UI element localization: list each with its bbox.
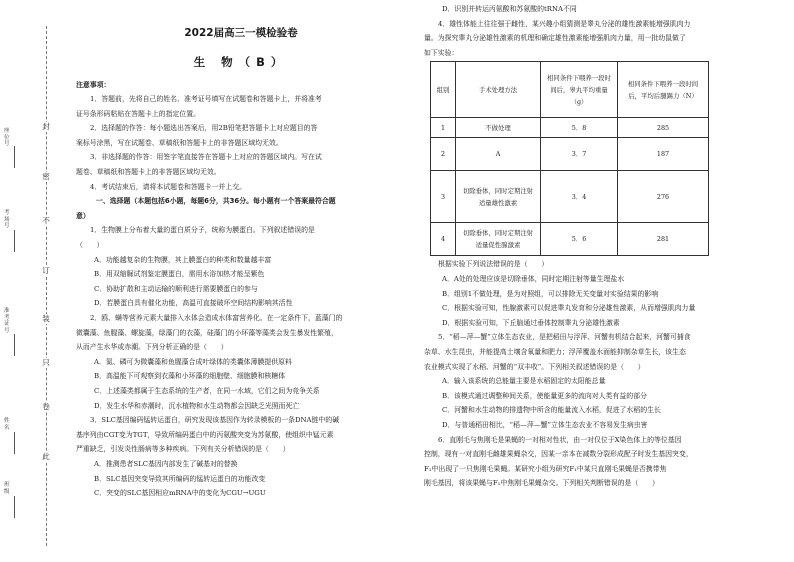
table-cell: 281 [618,223,709,256]
question-2-option-a: A．氮、磷可为微囊藻和鱼腥藻合成叶绿体的类囊体薄膜提供原料 [94,357,292,366]
cut-char: 密 [36,172,56,182]
exam-title: 2022届高三一模检验卷 [184,27,298,39]
question-5-stem: 农业模式实现了水稻、河蟹的“双丰收”。下列相关叙述错误的是（ ） [424,362,645,371]
section-heading: 一、选择题（本题包括6小题，每题6分，共36分。每小题有一个答案最符合题 [96,197,336,206]
question-4-option-a: A．A处的处理应该是切除垂体，同时定期注射等量生理盐水 [442,274,625,283]
question-5-option-b: B．该模式通过调整种间关系，使能量更多的流向对人类有益的部分 [442,391,647,400]
question-5-option-d: D．与普通稻田相比，“稻—萍—蟹”立体生态农业不容易发生病虫害 [442,420,648,429]
notes-line: 证号条形码粘贴在答题卡上的指定位置。 [76,109,201,118]
question-4-option-c: C．根据实验可知，性腺激素可以促进睾丸发育和分泌雄性激素，从而增强肌肉力量 [442,304,696,313]
right-column [424,2,770,491]
table-cell: 3．7 [541,138,618,171]
name-label: 姓名 [4,418,10,431]
table-cell: A [456,138,541,171]
experiment-table [430,61,709,256]
question-2-option-d: D．发生水华和赤潮时，沉水植物和水生动物都会因缺乏光照而死亡 [94,401,300,410]
notes-line: 题卷、草稿纸和答题卡上的非答题区域均无效。 [76,168,221,177]
field-line [14,146,15,168]
question-3-stem: 严重缺乏，引发炎性肠病等多种疾病。下列有关分析错误的是（ ） [76,445,290,454]
question-3-option-c: C．突变的SLC基因相应mRNA中的变化为CGU→UGU [94,489,266,498]
table-cell: 187 [618,138,709,171]
cut-char: 装 [36,314,56,324]
table-row [431,118,709,138]
table-cell: 切除垂体，同时定期注射适量促性腺激素 [456,223,541,256]
table-cell: 切除垂体，同时定期注射适量雄性激素 [456,171,541,223]
question-3-option-d: D．识别并转运丙氨酸和苏氨酸的tRNA不同 [442,5,577,13]
notes-line: 3．非选择题的作答：用签字笔直接答在答题卡上对应的答题区域内。写在试 [90,153,322,162]
notes-line: 1．答题前，先将自己的姓名、准考证号填写在试题卷和答题卡上，并将准考 [90,95,322,104]
cut-char: 此 [36,452,56,462]
table-cell: 2 [431,138,456,171]
table-header-method: 手术处理方法 [456,62,541,118]
binding-margin [0,0,62,562]
table-header-weight: 相同条件下喂养一段时间后，睾丸平均重量（g） [541,62,618,118]
question-6-stem: F₁中出现了一只焦刚毛果蝇。某研究小组为研究F₁中某只直刚毛果蝇是否携带焦 [424,464,667,473]
question-2-stem: 微囊藻、鱼腥藻、螺旋藻，绿藻门的衣藻，硅藻门的小环藻等藻类会发生暴发性繁殖， [76,328,338,337]
exam-subtitle: 生 物（B） [193,54,289,69]
section-heading-cont: 意） [76,211,90,220]
table-cell: 1 [431,118,456,138]
notes-line: 2．选择题的作答：每小题选出答案后，用2B铅笔把答题卡上对应题目的答 [90,124,318,133]
table-cell: 276 [618,171,709,223]
question-3-option-b: B．SLC基因突变导致其所编码的锰转运蛋白的功能改变 [94,474,266,483]
table-cell: 4 [431,223,456,256]
table-cell: 3．4 [541,171,618,223]
question-4-stem: 4．雄性体能上往往强于雌性，某兴趣小组猜测是睾丸分泌的雄性激素能增强肌肉力 [438,19,691,28]
table-header-group: 组别 [431,62,456,118]
question-2-option-b: B．高温能下可观察到衣藻和小环藻的细胞壁、细胞膜和核糖体 [94,372,286,381]
table-cell: 5．6 [541,223,618,256]
notes-line: 4．考试结束后，请将本试题卷和答题卡一并上交。 [90,182,246,191]
table-cell: 不做处理 [456,118,541,138]
notes-heading: 注意事项： [76,80,111,89]
admission-number-label: 准考证号 [4,308,10,334]
cut-char: 订 [36,266,56,276]
question-1-option-c: C．协助扩散和主动运输的顺利进行需要膜蛋白的参与 [94,284,258,293]
question-4-option-b: B．组别1不做处理，是为对照组，可以排除无关变量对实验结果的影响 [442,289,659,298]
question-5-stem: 杂草、水生昆虫，并能提高土壤含氧量和肥力；浮萍覆盖水面能抑制杂草生长，该生态 [424,347,686,356]
left-column [76,0,406,501]
question-1-option-a: A．功能越复杂的生物膜，其上膜蛋白的种类和数量越丰富 [94,255,272,264]
exam-room-label: 考场号 [4,210,10,229]
class-label: 班级 [4,482,10,495]
question-5-option-c: C．河蟹和水生动物的排遗物中所含的能量流入水稻，促进了水稻的生长 [442,406,661,415]
question-2-stem: 从而产生水华或赤潮。下列分析正确的是（ ） [76,343,228,352]
question-2-option-c: C．上述藻类都属于生态系统的生产者，在同一水域，它们之间为竞争关系 [94,386,320,395]
table-row [431,171,709,223]
table-cell: 3 [431,171,456,223]
table-cell: 285 [618,118,709,138]
cut-char: 封 [36,122,56,132]
question-5-option-a: A．输入该系统的总能量主要是水稻固定的太阳能总量 [442,377,606,386]
cut-char: 只 [36,358,56,368]
table-row [431,223,709,256]
question-6-stem: 6．直刚毛与焦刚毛是果蝇的一对相对性状，由一对仅位于X染色体上的等位基因 [438,435,682,444]
field-line [14,496,15,518]
cut-line [46,26,47,546]
question-1-stem: 1．生物膜上分布着大量的蛋白质分子，统称为膜蛋白。下列叙述错误的是 [90,226,315,235]
question-1-paren: （ ） [76,241,104,250]
question-3-option-a: A．推测患者SLC基因内部发生了碱基对的替换 [94,459,238,468]
field-line [14,230,15,252]
table-header-row [431,62,709,118]
cut-char: 不 [36,216,56,226]
question-4-after: 根据实验下列说法错误的是（ ） [438,260,549,269]
table-cell: 5．8 [541,118,618,138]
question-3-stem: 3．SLC基因编码锰转运蛋白，研究发现该基因作为转录模板的一条DNA链中的碱 [90,416,340,425]
table-header-force: 相同条件下喂养一段时间后，平均后腿踢力（N） [618,62,709,118]
question-3-stem: 基序列由CGT变为TGT，导致所编码蛋白中的丙氨酸突变为苏氨酸，使组织中锰元素 [76,430,334,439]
cut-char: 卷 [36,402,56,412]
question-6-stem: 刚毛基因，将该果蝇与F₁中焦刚毛果蝇杂交。下列相关判断错误的是（ ） [424,479,659,488]
question-4-option-d: D．根据实验可知，下丘脑通过垂体控制睾丸分泌雄性激素 [442,318,620,327]
table-row [431,138,709,171]
field-line [14,334,15,356]
field-line [14,432,15,454]
question-5-stem: 5．“稻—萍—蟹”立体生态农业，是把稻田与浮萍、河蟹有机结合起来，河蟹可捕食 [438,333,691,342]
question-2-stem: 2．鸥、螨等营养元素大量排入水体会造成水体富营养化。在一定条件下，蓝藻门的 [90,314,343,322]
question-1-option-d: D．若膜蛋白具有催化功能，高温可直接破坏空间结构影响其活性 [94,299,293,308]
question-4-stem: 如下实验： [424,48,459,57]
seat-number-label: 座位号 [4,128,10,147]
question-6-stem: 控制，现有一对直刚毛雌雄果蝇杂交，因某一亲本在减数分裂形成配子时发生基因突变， [424,450,693,459]
notes-line: 案标号涂黑，写在试题卷、草稿纸和答题卡上的非答题区域均无效。 [76,138,283,147]
question-1-option-b: B．用双缩脲试剂鉴定膜蛋白，需用水浴加热才能呈紫色 [94,270,265,279]
question-4-stem: 量。为探究睾丸分泌雄性激素的机理和确定雄性激素能增强肌肉力量，用一批幼鼠做了 [424,34,686,43]
